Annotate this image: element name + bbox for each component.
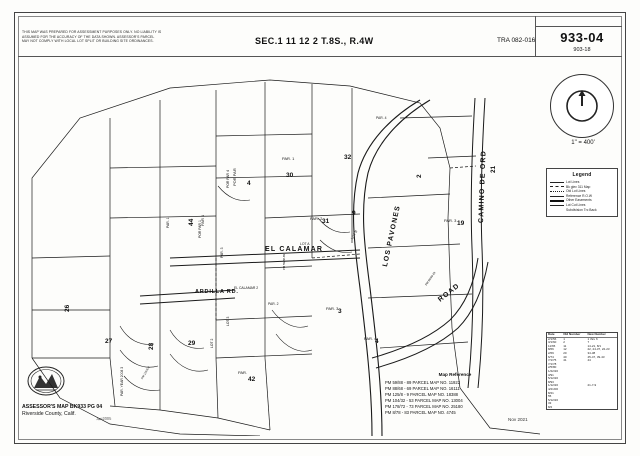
plot-date-stamp: Jan2005	[95, 415, 112, 422]
parcel-number-26: 26	[64, 304, 71, 312]
map-disclaimer: THIS MAP WAS PREPARED FOR ASSESSMENT PURPOSES ONLY. NO LIABILITY IS ASSUMED FOR THE ACCURACY OF THE DATA SHOWN. ASSESSOR'S PARCEL MAY NOT COMPLY WITH LOCAL LOT SPLIT OR BUILDING SITE ORDINANCES.	[22, 30, 162, 44]
parcel-number-9: 9	[352, 210, 356, 217]
tra-number: TRA 082-016	[497, 37, 536, 44]
revision-table-body	[547, 337, 617, 409]
legend-line-icon	[550, 205, 564, 206]
revision-table-cell	[587, 406, 617, 410]
legend-line-icon	[550, 182, 564, 183]
parcel-sub-4-por: POR PAR	[232, 168, 237, 186]
map-note-pm-125: PM 125/8-9	[140, 365, 151, 380]
assessor-map-line1: ASSESSOR'S MAP BK933 PG 04	[22, 404, 103, 410]
legend-dash-icon	[550, 186, 564, 187]
north-arrow-icon	[550, 74, 614, 138]
parcel-sub-30: PAR. 1	[282, 156, 295, 161]
map-note-pm-88: PM 88/68-69	[424, 270, 437, 287]
parcel-sub-3: PAR. 3	[326, 306, 339, 311]
map-note-por-par-4: POR PAR 4	[226, 170, 230, 188]
parcel-sub-4b: PAR. 4	[364, 336, 377, 341]
book-page-number: 933-04	[560, 30, 604, 45]
street-label-los-pavones: LOS PAVONES	[382, 204, 402, 268]
revision-table-cell: 3/1/60	[548, 340, 557, 345]
revision-table-cell: 14-21, 8/1	[587, 343, 602, 348]
map-scale: 1" = 400'	[571, 140, 595, 146]
map-note-lot-2: LOT 2	[210, 338, 214, 348]
map-note-por-par-1: POR PAR 1	[198, 220, 202, 238]
street-label-ardilla-rd: ARDILLA RD.	[195, 289, 239, 295]
revision-table-grid	[547, 333, 617, 409]
parcel-number-21: 21	[490, 165, 497, 173]
revision-table-cell: 6/74	[548, 354, 554, 359]
legend-item	[550, 208, 614, 213]
column-header-new-number: New Number	[587, 333, 617, 337]
map-note-lot-b: LOT B	[350, 229, 359, 240]
map-note-pm-59: PM 59/88-89	[282, 253, 286, 270]
map-note-par-2: PAR. 2	[268, 302, 279, 306]
revision-table-cell: 1/12/20	[548, 383, 559, 388]
legend-title: Legend	[572, 172, 592, 178]
parcel-sub-19: PAR. 3	[444, 218, 457, 223]
revision-table-cell: 11	[563, 343, 567, 348]
revision-table-cell: 34-38	[587, 350, 596, 355]
map-note-par-1: PAR. 1	[166, 217, 170, 228]
map-reference-line: PM 8/78 - 83 PARCEL MAP NO. 4745	[385, 410, 456, 415]
parcel-sub-31: PAR. 2	[310, 216, 323, 221]
parcel-number-2: 2	[416, 174, 423, 178]
parcel-sub-42: PAR.	[238, 370, 248, 375]
street-label-road: ROAD	[437, 282, 462, 304]
revision-table-cell: 5/12/20	[548, 376, 559, 381]
map-reference-line: PM 178/72 - 73 PARCEL MAP NO. 25180	[385, 404, 463, 409]
revision-table-cell: 44	[587, 358, 591, 363]
map-note-lot-a: LOT A	[300, 242, 310, 246]
header-divider-top-right	[536, 26, 622, 27]
parcel-number-28: 28	[148, 342, 155, 350]
parcel-number-29: 29	[188, 340, 196, 347]
revision-table-row	[547, 406, 617, 410]
revision-table-cell: 2/69	[548, 350, 554, 355]
revision-table-cell: 1 thru 6	[587, 336, 598, 341]
column-header-date: Date	[547, 333, 562, 337]
revision-table-cell: 8/93	[548, 379, 554, 384]
header-divider	[18, 56, 622, 57]
revision-table-cell: 2	[563, 340, 565, 345]
parcel-number-42: 42	[248, 376, 256, 383]
map-reference-title: Map Reference	[438, 372, 472, 377]
parcel-number-30: 30	[286, 172, 294, 179]
legend-item-label: Lot Lines	[566, 180, 580, 184]
legend-thick-line-icon	[550, 200, 564, 202]
legend-item-label: Bk glev 311 Map	[566, 184, 591, 189]
map-note-el-calamar-2: EL CALAMAR 2	[234, 286, 259, 290]
map-drawing-area[interactable]	[20, 58, 550, 436]
legend-dot-icon	[550, 191, 564, 192]
legend-item-label: Subdivision Trc Back	[566, 207, 597, 212]
map-note-lot-3: LOT 3	[226, 316, 230, 326]
legend-blank-icon	[550, 209, 564, 210]
parcel-sub-44: PAR 1	[200, 214, 205, 226]
revision-table-cell: 45-47, 39-43	[587, 354, 605, 359]
legend-line-icon	[550, 196, 564, 197]
map-reference-line: PM 88/68 - 69 PARCEL MAP NO. 16111	[385, 386, 460, 391]
revision-table-cell	[562, 406, 586, 410]
revision-table-cell: 40	[563, 354, 567, 359]
revision-table-cell: 1	[563, 336, 565, 341]
revision-date-note: Nov 2021	[508, 417, 528, 422]
revision-table-cell: 4/21/00	[548, 386, 559, 391]
revision-table-cell: 41	[563, 358, 567, 363]
parcel-number-27: 27	[105, 338, 113, 345]
legend-list	[550, 180, 614, 212]
legend-item-label: Old Lot Lines	[566, 189, 586, 194]
revision-table-cell: 8/2	[548, 404, 553, 409]
revision-table-cell: 2/5/80	[548, 365, 557, 370]
map-note-par-4: PAR. 4	[376, 116, 387, 120]
revision-table-cell: 7/1/75	[548, 358, 557, 363]
parcel-number-44: 44	[188, 218, 195, 226]
parcel-number-3: 3	[338, 308, 342, 315]
map-note-par-3: PAR. 3	[220, 247, 224, 258]
revision-table-cell: 33	[548, 401, 552, 406]
assessor-map-line2: Riverside County, Calif.	[22, 411, 76, 417]
revision-table-cell: 3/91	[548, 372, 554, 377]
legend-item-label: Lot Cut Lines	[566, 202, 586, 207]
parcel-number-31: 31	[322, 218, 330, 225]
parcel-number-4b: 4	[375, 338, 379, 345]
revision-table-cell: 22, 24-37, 22-23	[587, 347, 610, 352]
revision-table-cell: 11/65	[548, 343, 556, 348]
map-reference-line: PM 59/88 - 89 PARCEL MAP NO. 11922	[385, 380, 461, 385]
revision-table-cell: 2/1/56	[548, 336, 557, 341]
revision-table-cell: 5/12/20	[548, 397, 559, 402]
revision-table-cell: 55	[548, 394, 552, 399]
revision-table-cell: 7/1/78	[548, 361, 557, 366]
revision-table-cell: 20	[563, 350, 567, 355]
revision-table-cell: 7	[587, 340, 590, 345]
map-note-par-year: PAR. YEAR 2008 3	[120, 366, 124, 396]
page-title: SEC.1 11 12 2 T.8S., R.4W	[255, 36, 374, 46]
parcel-number-32: 32	[344, 154, 352, 161]
revision-table-cell: 8/66	[548, 347, 554, 352]
revision-table	[546, 332, 618, 410]
header-divider-vertical	[535, 16, 536, 56]
revision-table-cell: 21-7-9	[587, 383, 597, 388]
map-reference-line: PM 104/32 - 53 PARCEL MAP NO. 13004	[385, 398, 463, 403]
street-label-el-calamar: EL CALAMAR	[265, 246, 324, 253]
street-label-camino-de-ord: CAMINO DE ORD	[478, 149, 488, 224]
legend-item-label: Reference R.O.W	[566, 193, 593, 198]
revision-table-cell: 12	[563, 347, 567, 352]
column-header-old-number: Old Number	[562, 333, 586, 337]
map-reference-line: PM 125/8 - 9 PARCEL MAP NO. 18388	[385, 392, 459, 397]
legend-item-label: Other Easements	[566, 198, 592, 203]
parcel-number-4-por: 4	[247, 180, 251, 187]
revision-table-cell: 1/22/20	[548, 368, 559, 373]
revision-table-cell: 8/21	[548, 390, 554, 395]
book-page-subnumber: 903-18	[573, 47, 591, 53]
legend	[546, 168, 618, 217]
parcel-number-19: 19	[457, 220, 465, 227]
